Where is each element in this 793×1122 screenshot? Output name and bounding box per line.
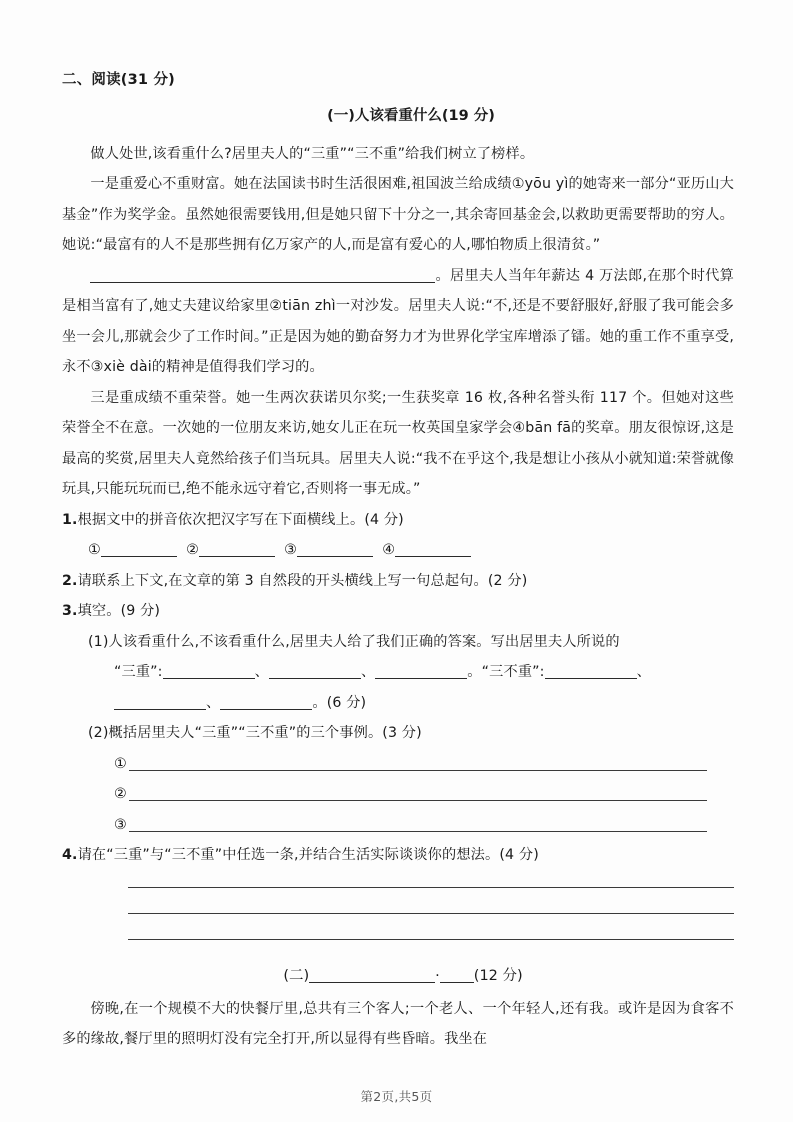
question-3-2-item-1-label: ① xyxy=(114,755,127,772)
question-1-blank-4[interactable] xyxy=(395,540,471,557)
spacer xyxy=(62,888,734,904)
paragraph3-topic-sentence-blank[interactable] xyxy=(90,266,435,283)
question-3-2-answer-blank-2[interactable] xyxy=(129,786,707,801)
passage2-title-dot: · xyxy=(435,967,440,984)
passage1-paragraph-1: 做人处世,该看重什么?居里夫人的“三重”“三不重”给我们树立了榜样。 xyxy=(90,145,535,162)
question-3-1-blank-4[interactable] xyxy=(545,662,637,679)
passage2-title-score: (12 分) xyxy=(473,967,523,984)
question-3-1-score: (6 分) xyxy=(326,694,367,711)
question-3-1-blank-6[interactable] xyxy=(220,693,312,710)
question-3-2-answer-line-2 xyxy=(62,779,734,810)
question-1-blank-4-label: ④ xyxy=(382,542,395,558)
passage2-title xyxy=(62,965,734,988)
question-1-blank-1-label: ① xyxy=(88,542,101,558)
question-3-2-answer-blank-1[interactable] xyxy=(129,756,707,771)
question-1-number: 1. xyxy=(62,511,78,528)
question-3-1-blanks-row-2: 、 。(6 分) xyxy=(62,688,734,719)
page-content xyxy=(62,70,734,1055)
spacer xyxy=(62,914,734,930)
passage2-title-blank-2[interactable] xyxy=(440,966,474,983)
question-1-blank-3-label: ③ xyxy=(284,542,297,558)
question-1-blank-2-label: ② xyxy=(186,542,199,558)
question-3-2-label: (2) xyxy=(88,725,109,741)
question-4 xyxy=(62,840,734,871)
passage1-paragraph-3-text: 。居里夫人当年年薪达 4 万法郎,在那个时代算是相当富有了,她丈夫建议给家里②tiān zhì一对沙发。居里夫人说:“不,还是不要舒服好,舒服了我可能会多坐一会儿,那就会少了工作时间。”正是因为她的勤奋努力才为世界化学宝库增添了镭。她的重工作不重享受,永不③xiè dài的精神是值得我们学习的。 xyxy=(62,267,734,375)
question-2 xyxy=(62,566,734,597)
question-3-1-label: (1) xyxy=(88,633,109,650)
question-1-text: 根据文中的拼音依次把汉字写在下面横线上。(4 分) xyxy=(77,511,404,528)
question-3-1-blank-1[interactable] xyxy=(163,662,255,679)
passage2-title-blank[interactable] xyxy=(309,966,435,983)
question-1 xyxy=(62,505,734,536)
question-3-1-blank-2[interactable] xyxy=(269,662,361,679)
question-4-text: 请在“三重”与“三不重”中任选一条,并结合生活实际谈谈你的想法。(4 分) xyxy=(77,847,539,863)
question-3-2-item-2-label: ② xyxy=(114,786,127,802)
passage1-title: (一)人该看重什么(19 分) xyxy=(327,107,495,124)
question-2-text: 请联系上下文,在文章的第 3 自然段的开头横线上写一句总起句。(2 分) xyxy=(77,572,528,589)
passage2-paragraph-1: 傍晚,在一个规模不大的快餐厅里,总共有三个客人;一个老人、一个年轻人,还有我。或许是因为食客不多的缘故,餐厅里的照明灯没有完全打开,所以显得有些昏暗。我坐在 xyxy=(62,1000,734,1048)
question-3-number: 3. xyxy=(62,603,78,619)
question-3-1-blank-3[interactable] xyxy=(375,662,467,679)
section-heading: 二、阅读(31 分) xyxy=(62,72,175,88)
question-1-blank-3[interactable] xyxy=(297,540,373,557)
spacer xyxy=(62,871,734,887)
question-3-2-answer-blank-3[interactable] xyxy=(129,817,707,832)
question-3-1-blanks-row-1: “三重”: 、 、 。“三不重”: 、 xyxy=(114,664,651,680)
spacer xyxy=(62,930,734,939)
question-3-1-prefix-a: “三重”: xyxy=(114,664,163,680)
question-3-1-text-line xyxy=(62,627,734,658)
question-1-blank-1[interactable] xyxy=(101,540,177,557)
question-3 xyxy=(62,596,734,627)
question-3-2-text-line xyxy=(62,718,734,749)
question-3-1-blank-5[interactable] xyxy=(114,693,206,710)
question-3-2-answer-line-3 xyxy=(62,810,734,841)
question-3-1-text: 人该看重什么,不该看重什么,居里夫人给了我们正确的答案。写出居里夫人所说的 xyxy=(108,633,620,650)
question-2-number: 2. xyxy=(62,572,78,589)
spacer xyxy=(62,956,734,965)
passage2-title-prefix: (二) xyxy=(283,967,310,984)
question-4-number: 4. xyxy=(62,847,78,863)
question-1-blanks-row xyxy=(62,535,734,566)
question-3-2-text: 概括居里夫人“三重”“三不重”的三个事例。(3 分) xyxy=(108,725,422,741)
spacer xyxy=(62,904,734,913)
passage1-paragraph-4: 三是重成绩不重荣誉。她一生两次获诺贝尔奖;一生获奖章 16 枚,各种名誉头衔 117 个。但她对这些荣誉全不在意。一次她的一位朋友来访,她女儿正在玩一枚英国皇家学会④bān fā的奖章。朋友很惊讶,这是最高的奖赏,居里夫人竟然给孩子们当玩具。居里夫人说:“我不在乎这个,我是想让小孩从小就知道:荣誉就像玩具,只能玩玩而已,绝不能永远守着它,否则将一事无成。” xyxy=(62,389,734,497)
passage1-paragraph-2: 一是重爱心不重财富。她在法国读书时生活很困难,祖国波兰给成绩①yōu yì的她寄来一部分“亚历山大基金”作为奖学金。虽然她很需要钱用,但是她只留下十分之一,其余寄回基金会,以救助更需要帮助的穷人。她说:“最富有的人不是那些拥有亿万家产的人,而是富有爱心的人,哪怕物质上很清贫。” xyxy=(62,176,734,253)
page-footer: 第2页,共5页 xyxy=(360,1089,433,1104)
spacer xyxy=(62,940,734,956)
question-3-2-item-3-label: ③ xyxy=(114,816,127,833)
question-1-blank-2[interactable] xyxy=(199,540,275,557)
question-3-2-answer-line-1 xyxy=(62,749,734,780)
question-3-1-prefix-b: “三不重”: xyxy=(481,664,545,680)
passage1-paragraph-3 xyxy=(62,261,734,383)
question-3-text: 填空。(9 分) xyxy=(77,603,161,619)
